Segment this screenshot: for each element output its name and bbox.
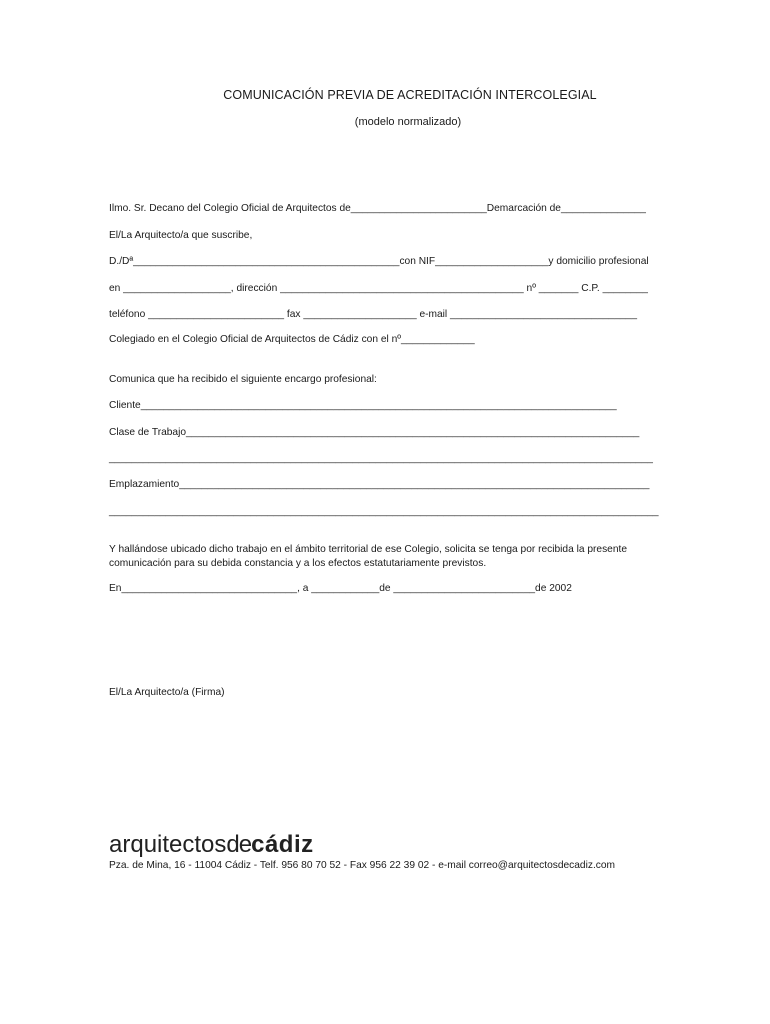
colegiado-line: Colegiado en el Colegio Oficial de Arquitectos de Cádiz con el nº_____________ <box>109 334 475 345</box>
addressee-line: Ilmo. Sr. Decano del Colegio Oficial de Arquitectos de________________________Demarcación de_______________ <box>109 203 646 214</box>
signature-label: El/La Arquitecto/a (Firma) <box>109 687 225 698</box>
brand-part-cadiz: cádiz <box>251 831 314 858</box>
brand-part-de: de <box>226 831 252 858</box>
document-title: COMUNICACIÓN PREVIA DE ACREDITACIÓN INTERCOLEGIAL <box>223 88 597 102</box>
brand-part-arquitectos: arquitectos <box>109 831 227 858</box>
document-subtitle: (modelo normalizado) <box>354 116 462 128</box>
brand-logo <box>109 830 314 860</box>
closing-paragraph-line-2: comunicación para su debida constancia y a los efectos estatutariamente previstos. <box>109 558 487 569</box>
name-nif-line: D./Dª_______________________________________________con NIF____________________y domicilio profesional <box>109 256 649 267</box>
date-line: En_______________________________, a ____________de _________________________de 2002 <box>109 583 572 594</box>
clase-trabajo-line: Clase de Trabajo________________________________________________________________________________ <box>109 427 640 438</box>
address-line: en ___________________, dirección ___________________________________________ nº _______ C.P. ________ <box>109 283 648 294</box>
footer-address: Pza. de Mina, 16 - 11004 Cádiz - Telf. 956 80 70 52 - Fax 956 22 39 02 - e-mail correo@arquitectosdecadiz.com <box>109 860 616 871</box>
blank-line-1: ________________________________________________________________________________________________ <box>109 453 653 464</box>
blank-line-2: _________________________________________________________________________________________________ <box>109 506 659 517</box>
contact-line: teléfono ________________________ fax ____________________ e-mail _________________________________ <box>109 309 637 320</box>
closing-paragraph-line-1: Y hallándose ubicado dicho trabajo en el ámbito territorial de ese Colegio, solicita se tenga por recibida la presente <box>109 544 627 555</box>
encargo-intro-line: Comunica que ha recibido el siguiente encargo profesional: <box>109 374 377 385</box>
architect-intro-line: El/La Arquitecto/a que suscribe, <box>109 230 253 241</box>
cliente-line: Cliente____________________________________________________________________________________ <box>109 400 617 411</box>
emplazamiento-line: Emplazamiento___________________________________________________________________________________ <box>109 479 650 490</box>
